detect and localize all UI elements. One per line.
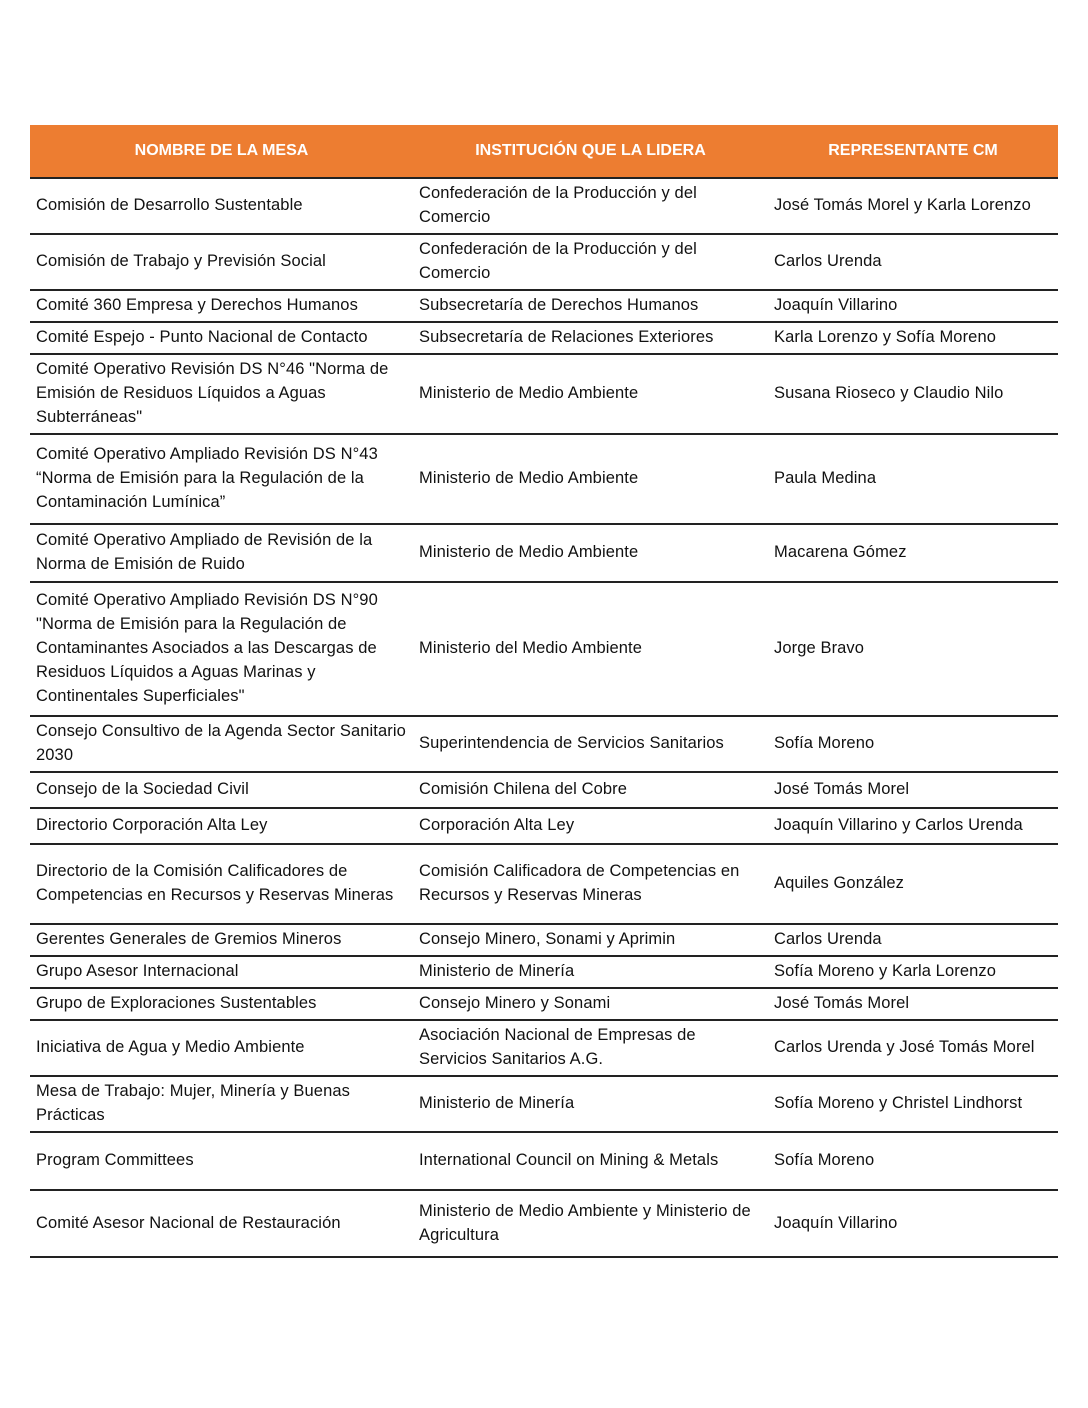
cell-representative: Joaquín Villarino bbox=[768, 290, 1058, 322]
table-row bbox=[30, 808, 1058, 844]
cell-institution: International Council on Mining & Metals bbox=[413, 1132, 768, 1190]
cell-name: Grupo Asesor Internacional bbox=[30, 956, 413, 988]
cell-representative: Joaquín Villarino y Carlos Urenda bbox=[768, 808, 1058, 844]
header-institution: INSTITUCIÓN QUE LA LIDERA bbox=[413, 125, 768, 178]
cell-representative: Carlos Urenda bbox=[768, 234, 1058, 290]
cell-representative: Carlos Urenda y José Tomás Morel bbox=[768, 1020, 1058, 1076]
cell-name: Comité Asesor Nacional de Restauración bbox=[30, 1190, 413, 1257]
cell-institution: Ministerio de Minería bbox=[413, 1076, 768, 1132]
table-row bbox=[30, 1132, 1058, 1190]
cell-name: Mesa de Trabajo: Mujer, Minería y Buenas Prácticas bbox=[30, 1076, 413, 1132]
table-row bbox=[30, 322, 1058, 354]
cell-name: Comité Operativo Ampliado Revisión DS N°90 "Norma de Emisión para la Regulación de Contaminantes Asociados a las Descargas de Residuos Líquidos a Aguas Marinas y Continentales Superficiales" bbox=[30, 582, 413, 716]
cell-representative: Paula Medina bbox=[768, 434, 1058, 524]
cell-representative: Jorge Bravo bbox=[768, 582, 1058, 716]
cell-name: Comité Operativo Ampliado Revisión DS N°43 “Norma de Emisión para la Regulación de la Contaminación Lumínica” bbox=[30, 434, 413, 524]
cell-institution: Confederación de la Producción y del Comercio bbox=[413, 178, 768, 234]
cell-representative: Aquiles González bbox=[768, 844, 1058, 924]
document-page bbox=[30, 125, 1058, 1258]
cell-institution: Subsecretaría de Derechos Humanos bbox=[413, 290, 768, 322]
cell-representative: Sofía Moreno y Christel Lindhorst bbox=[768, 1076, 1058, 1132]
cell-institution: Superintendencia de Servicios Sanitarios bbox=[413, 716, 768, 772]
table-row bbox=[30, 434, 1058, 524]
cell-institution: Comisión Chilena del Cobre bbox=[413, 772, 768, 808]
cell-representative: Sofía Moreno bbox=[768, 716, 1058, 772]
table-row bbox=[30, 524, 1058, 582]
cell-name: Program Committees bbox=[30, 1132, 413, 1190]
cell-institution: Corporación Alta Ley bbox=[413, 808, 768, 844]
header-representative: REPRESENTANTE CM bbox=[768, 125, 1058, 178]
cell-name: Consejo Consultivo de la Agenda Sector Sanitario 2030 bbox=[30, 716, 413, 772]
cell-name: Comisión de Trabajo y Previsión Social bbox=[30, 234, 413, 290]
cell-institution: Consejo Minero y Sonami bbox=[413, 988, 768, 1020]
table-row bbox=[30, 1190, 1058, 1257]
cell-representative: José Tomás Morel bbox=[768, 772, 1058, 808]
header-name: NOMBRE DE LA MESA bbox=[30, 125, 413, 178]
table-row bbox=[30, 844, 1058, 924]
cell-institution: Ministerio de Medio Ambiente bbox=[413, 354, 768, 434]
cell-representative: Karla Lorenzo y Sofía Moreno bbox=[768, 322, 1058, 354]
table-header-row bbox=[30, 125, 1058, 178]
table-row bbox=[30, 924, 1058, 956]
table-row bbox=[30, 772, 1058, 808]
cell-institution: Ministerio de Medio Ambiente y Ministerio de Agricultura bbox=[413, 1190, 768, 1257]
table-row bbox=[30, 1076, 1058, 1132]
cell-institution: Confederación de la Producción y del Comercio bbox=[413, 234, 768, 290]
cell-representative: José Tomás Morel y Karla Lorenzo bbox=[768, 178, 1058, 234]
cell-name: Consejo de la Sociedad Civil bbox=[30, 772, 413, 808]
committees-table bbox=[30, 125, 1058, 1258]
table-row bbox=[30, 988, 1058, 1020]
cell-representative: Carlos Urenda bbox=[768, 924, 1058, 956]
table-row bbox=[30, 290, 1058, 322]
cell-representative: Sofía Moreno bbox=[768, 1132, 1058, 1190]
cell-name: Comité Operativo Ampliado de Revisión de la Norma de Emisión de Ruido bbox=[30, 524, 413, 582]
cell-representative: Macarena Gómez bbox=[768, 524, 1058, 582]
cell-name: Directorio de la Comisión Calificadores de Competencias en Recursos y Reservas Mineras bbox=[30, 844, 413, 924]
table-row bbox=[30, 234, 1058, 290]
cell-institution: Subsecretaría de Relaciones Exteriores bbox=[413, 322, 768, 354]
cell-name: Gerentes Generales de Gremios Mineros bbox=[30, 924, 413, 956]
cell-institution: Ministerio de Medio Ambiente bbox=[413, 524, 768, 582]
cell-representative: Susana Rioseco y Claudio Nilo bbox=[768, 354, 1058, 434]
cell-name: Grupo de Exploraciones Sustentables bbox=[30, 988, 413, 1020]
cell-institution: Ministerio de Medio Ambiente bbox=[413, 434, 768, 524]
table-row bbox=[30, 1020, 1058, 1076]
cell-name: Comité 360 Empresa y Derechos Humanos bbox=[30, 290, 413, 322]
cell-name: Comité Operativo Revisión DS N°46 "Norma de Emisión de Residuos Líquidos a Aguas Subterráneas" bbox=[30, 354, 413, 434]
cell-institution: Ministerio de Minería bbox=[413, 956, 768, 988]
cell-name: Comité Espejo - Punto Nacional de Contacto bbox=[30, 322, 413, 354]
cell-name: Comisión de Desarrollo Sustentable bbox=[30, 178, 413, 234]
cell-representative: José Tomás Morel bbox=[768, 988, 1058, 1020]
table-row bbox=[30, 582, 1058, 716]
table-row bbox=[30, 956, 1058, 988]
cell-name: Directorio Corporación Alta Ley bbox=[30, 808, 413, 844]
cell-institution: Comisión Calificadora de Competencias en Recursos y Reservas Mineras bbox=[413, 844, 768, 924]
cell-institution: Consejo Minero, Sonami y Aprimin bbox=[413, 924, 768, 956]
table-row bbox=[30, 178, 1058, 234]
cell-representative: Sofía Moreno y Karla Lorenzo bbox=[768, 956, 1058, 988]
cell-name: Iniciativa de Agua y Medio Ambiente bbox=[30, 1020, 413, 1076]
cell-institution: Asociación Nacional de Empresas de Servicios Sanitarios A.G. bbox=[413, 1020, 768, 1076]
table-row bbox=[30, 716, 1058, 772]
cell-institution: Ministerio del Medio Ambiente bbox=[413, 582, 768, 716]
table-row bbox=[30, 354, 1058, 434]
cell-representative: Joaquín Villarino bbox=[768, 1190, 1058, 1257]
